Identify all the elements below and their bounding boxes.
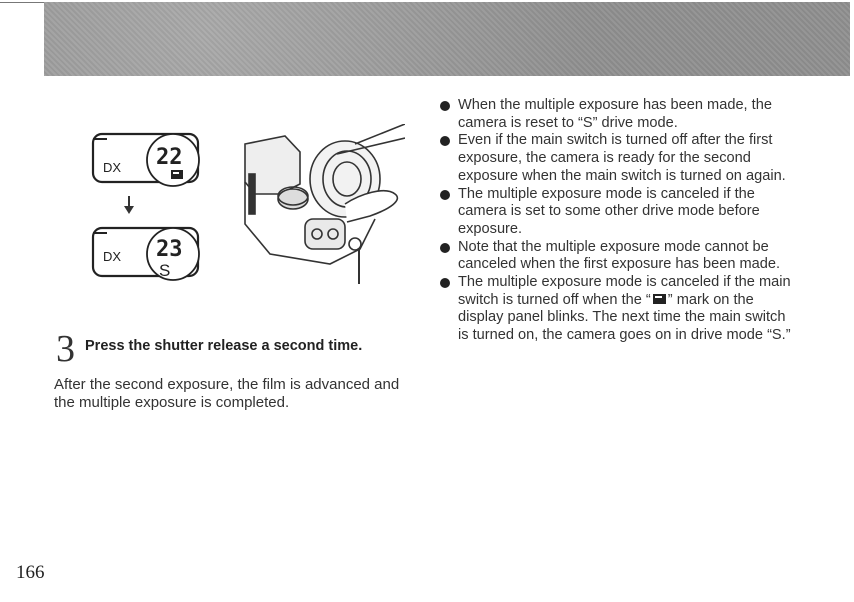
- step-heading: Press the shutter release a second time.: [85, 338, 363, 354]
- list-item: [440, 239, 800, 274]
- note-text: When the multiple exposure has been made, the camera is reset to “S” drive mode.: [458, 97, 772, 131]
- down-arrow-icon: [124, 196, 134, 214]
- note-text: Note that the multiple exposure mode cannot be canceled when the first exposure has been made.: [458, 238, 781, 273]
- note-text-before-icon: The multiple exposure mode is canceled if the main switch is turned off when the “: [458, 274, 791, 308]
- page-number: 166: [16, 562, 45, 583]
- lcd-panel-before: [93, 134, 199, 186]
- list-item: [440, 186, 800, 239]
- camera-illustration: [85, 124, 405, 294]
- note-text: The multiple exposure mode is canceled if the camera is set to some other drive mode before exposure.: [458, 185, 760, 237]
- step-number: 3: [56, 328, 75, 370]
- step-body: After the second exposure, the film is advanced and the multiple exposure is completed.: [54, 376, 400, 411]
- bullet-icon: [440, 243, 450, 253]
- step-3: [56, 330, 406, 370]
- panel-before-frame-count: 22: [156, 145, 183, 170]
- panel-after-frame-count: 23: [156, 237, 183, 262]
- note-text-after-icon: ” mark on the display panel blinks. The next time the main switch is turned on, the camera goes on in drive mode “S.”: [458, 291, 791, 344]
- panel-after-drive-mode: S: [159, 261, 171, 280]
- list-item: [440, 274, 800, 345]
- bullet-icon: [440, 101, 450, 111]
- header-rule: [0, 2, 46, 3]
- camera-body-sketch: [245, 124, 405, 284]
- camera-illustration-svg: [85, 124, 405, 294]
- lcd-panel-after: [93, 228, 199, 280]
- header-banner: [44, 2, 850, 76]
- multiple-exposure-icon: [652, 293, 667, 305]
- list-item: [440, 97, 800, 132]
- notes-list: [440, 97, 800, 345]
- panel-before-label: DX: [103, 160, 122, 175]
- bullet-icon: [440, 136, 450, 146]
- bullet-icon: [440, 190, 450, 200]
- panel-after-label: DX: [103, 249, 122, 264]
- list-item: [440, 132, 800, 185]
- bullet-icon: [440, 278, 450, 288]
- multiple-exposure-icon: [171, 170, 183, 179]
- note-text: Even if the main switch is turned off after the first exposure, the camera is ready for the second exposure when the main switch is turned on again.: [458, 132, 786, 184]
